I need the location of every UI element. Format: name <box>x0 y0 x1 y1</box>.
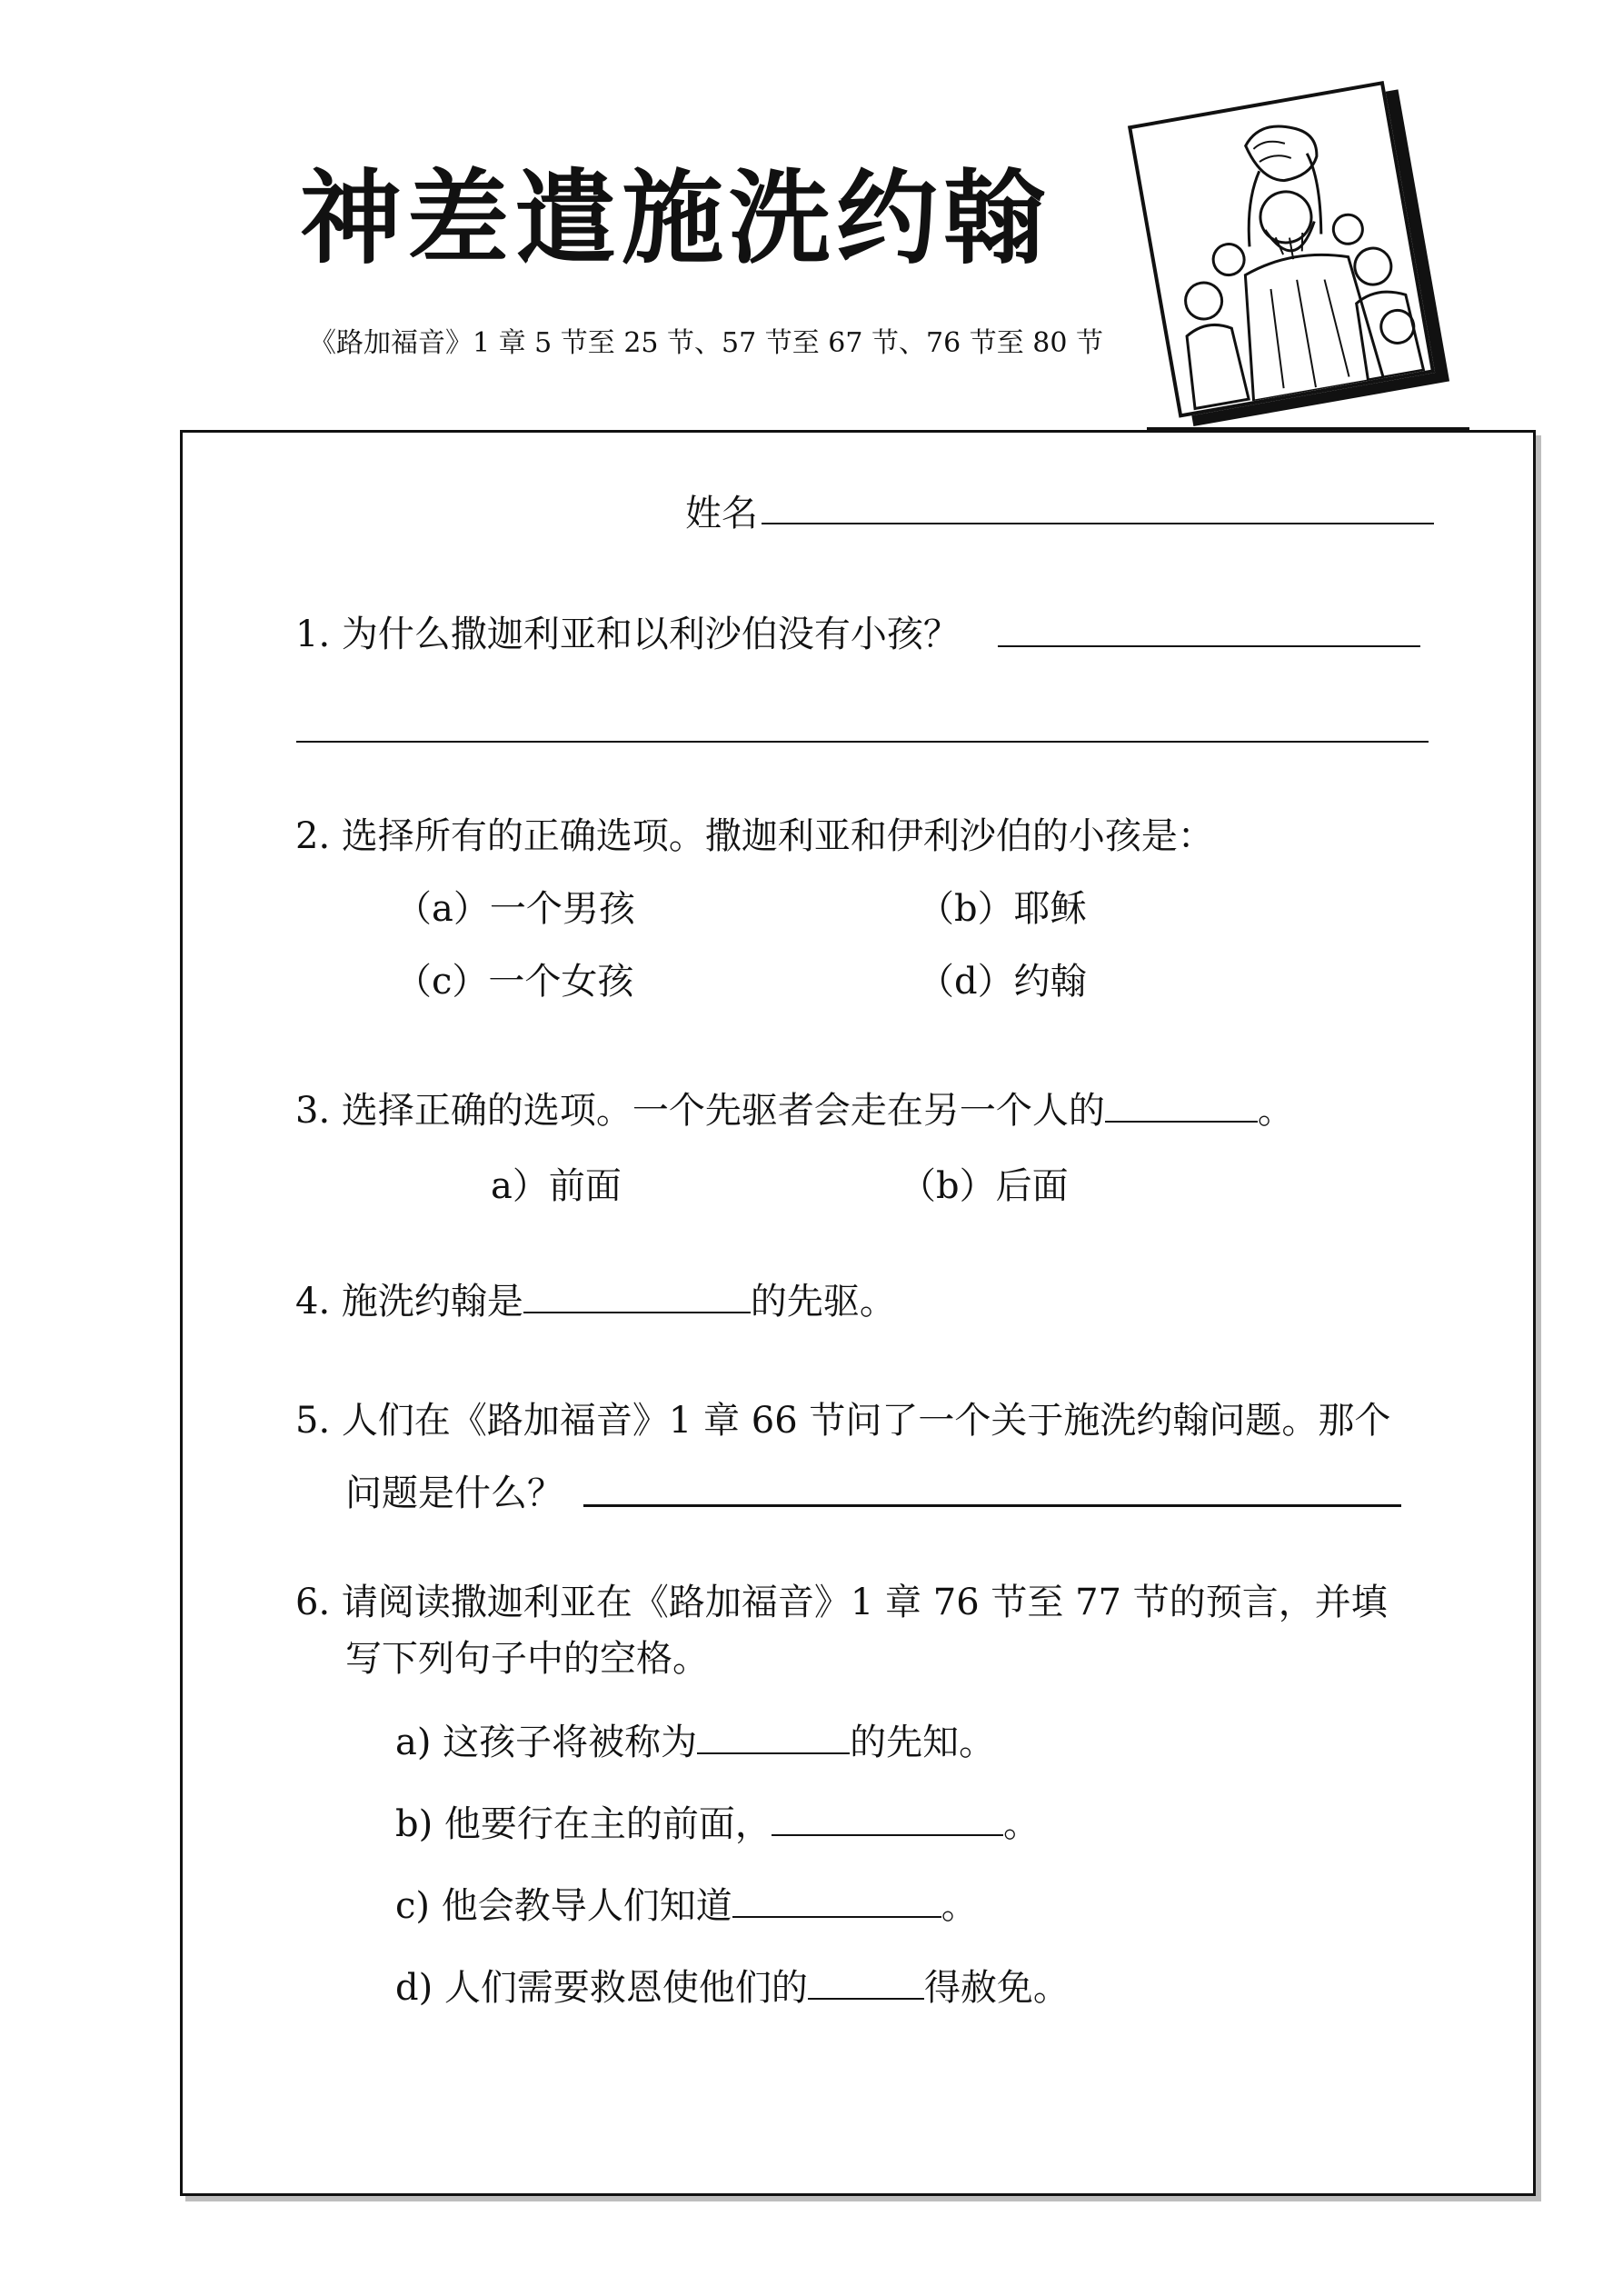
q3-option-b[interactable]: （b）后面 <box>900 1165 1069 1207</box>
question-5-line-2: 问题是什么？ <box>345 1472 563 1514</box>
q6-item-a-text: a) 这孩子将被称为 <box>395 1722 698 1763</box>
worksheet-title: 神差遣施洗约翰 <box>300 159 1050 278</box>
q2-option-d[interactable]: （d）约翰 <box>918 961 1087 1003</box>
prophet-illustration-icon <box>1128 79 1449 429</box>
q3-option-a[interactable]: a）前面 <box>491 1165 622 1207</box>
question-1: 1. 为什么撒迦利亚和以利沙伯没有小孩？ <box>295 614 960 655</box>
q2-option-b[interactable]: （b）耶稣 <box>918 888 1087 930</box>
name-field[interactable] <box>762 523 1434 524</box>
q1-answer-blank-2[interactable] <box>296 741 1429 743</box>
question-6-line-2: 写下列句子中的空格。 <box>345 1638 709 1680</box>
q6-item-b-end: 。 <box>1002 1803 1040 1845</box>
question-3-text: 3. 选择正确的选项。一个先驱者会走在另一个人的 <box>295 1090 1105 1132</box>
q6-item-a-end: 的先知。 <box>850 1722 996 1763</box>
q6-item-c-text: c) 他会教导人们知道 <box>395 1885 732 1927</box>
question-4-text: 4. 施洗约翰是 <box>295 1281 523 1323</box>
q6-item-d-text: d) 人们需要救恩使他们的 <box>395 1967 808 2009</box>
q4-blank[interactable] <box>523 1277 751 1313</box>
name-label: 姓名 <box>685 493 758 534</box>
question-4-end: 的先驱。 <box>750 1281 896 1323</box>
q1-answer-blank-1[interactable] <box>998 645 1420 647</box>
q6-item-b-text: b) 他要行在主的前面， <box>395 1803 772 1845</box>
q6-item-d-end: 得赦免。 <box>923 1967 1070 2009</box>
q6-a-blank[interactable] <box>697 1718 850 1754</box>
q3-blank[interactable] <box>1105 1086 1258 1123</box>
question-2: 2. 选择所有的正确选项。撒迦利亚和伊利沙伯的小孩是： <box>295 815 1214 857</box>
question-4 <box>295 1277 896 1324</box>
q6-d-blank[interactable] <box>808 1963 924 2000</box>
q2-option-a[interactable]: （a）一个男孩 <box>395 888 635 930</box>
question-5-line-1: 5. 人们在《路加福音》1 章 66 节问了一个关于施洗约翰问题。那个 <box>295 1400 1391 1442</box>
q5-answer-blank[interactable] <box>583 1504 1401 1507</box>
q6-item-c-end: 。 <box>941 1885 978 1927</box>
q6-b-blank[interactable] <box>772 1800 1003 1836</box>
q6-c-blank[interactable] <box>732 1882 941 1918</box>
question-3 <box>295 1086 1294 1133</box>
q6-item-d <box>395 1963 1070 2011</box>
q6-item-a <box>395 1718 995 1765</box>
scripture-reference: 《路加福音》1 章 5 节至 25 节、57 节至 67 节、76 节至 80 节 <box>309 327 1103 359</box>
question-6-line-1: 6. 请阅读撒迦利亚在《路加福音》1 章 76 节至 77 节的预言，并填 <box>295 1582 1388 1623</box>
q6-item-c <box>395 1882 978 1929</box>
q6-item-b <box>395 1800 1040 1847</box>
q2-option-c[interactable]: （c）一个女孩 <box>395 961 634 1003</box>
question-3-end: 。 <box>1257 1090 1294 1132</box>
